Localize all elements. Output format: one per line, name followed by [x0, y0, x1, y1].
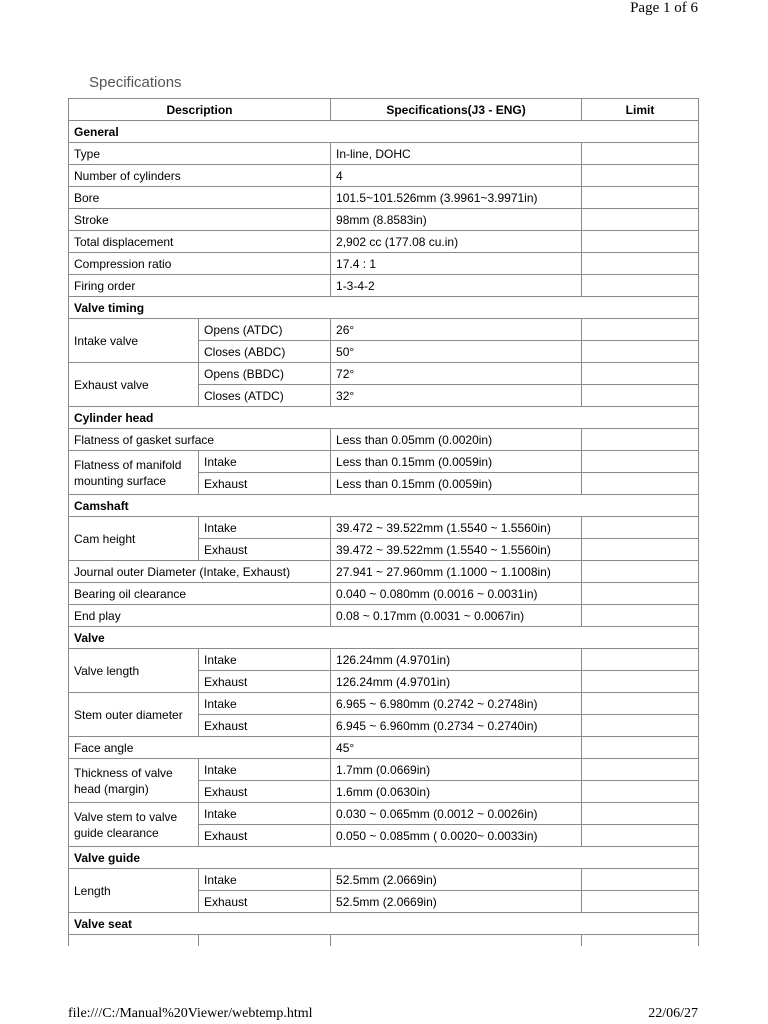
row-spec: 1.7mm (0.0669in): [331, 759, 582, 781]
row-sub-label: Opens (BBDC): [199, 363, 331, 385]
row-spec: 98mm (8.8583in): [331, 209, 582, 231]
table-row: [69, 275, 699, 297]
section-row: [69, 121, 699, 143]
row-spec: 101.5~101.526mm (3.9961~3.9971in): [331, 187, 582, 209]
row-limit: [582, 649, 699, 671]
footer-date: 22/06/27: [648, 1006, 698, 1021]
row-limit: [582, 671, 699, 693]
row-limit: [582, 319, 699, 341]
table-row: [69, 803, 699, 825]
row-sub-label: Exhaust: [199, 781, 331, 803]
row-limit: [582, 605, 699, 627]
row-limit: [582, 143, 699, 165]
row-spec: In-line, DOHC: [331, 143, 582, 165]
row-sub-label: Closes (ATDC): [199, 385, 331, 407]
table-header-row: [69, 99, 699, 121]
table-row: [69, 165, 699, 187]
row-limit: [582, 803, 699, 825]
table-row: [69, 209, 699, 231]
row-description: Compression ratio: [69, 253, 331, 275]
section-title: Valve seat: [69, 913, 699, 935]
row-limit: [582, 539, 699, 561]
row-limit: [582, 891, 699, 913]
row-limit: [582, 781, 699, 803]
row-spec: 0.050 ~ 0.085mm ( 0.0020~ 0.0033in): [331, 825, 582, 847]
table-row: [69, 737, 699, 759]
row-spec: Less than 0.15mm (0.0059in): [331, 451, 582, 473]
row-description: Bore: [69, 187, 331, 209]
row-sub-label: Exhaust: [199, 539, 331, 561]
row-sub-label: Exhaust: [199, 473, 331, 495]
row-spec: 52.5mm (2.0669in): [331, 891, 582, 913]
row-sub-label: Closes (ABDC): [199, 341, 331, 363]
section-row: [69, 627, 699, 649]
row-description: Stroke: [69, 209, 331, 231]
row-limit: [582, 165, 699, 187]
row-group-label: Thickness of valve head (margin): [69, 759, 199, 803]
row-group-label: Length: [69, 869, 199, 913]
section-row: [69, 407, 699, 429]
row-spec: Less than 0.15mm (0.0059in): [331, 473, 582, 495]
row-sub-label: Intake: [199, 517, 331, 539]
section-row: [69, 495, 699, 517]
row-spec: 26°: [331, 319, 582, 341]
row-spec: 126.24mm (4.9701in): [331, 671, 582, 693]
row-spec: 45°: [331, 737, 582, 759]
section-row: [69, 297, 699, 319]
table-row: [69, 517, 699, 539]
row-description: Firing order: [69, 275, 331, 297]
row-group-label: Stem outer diameter: [69, 693, 199, 737]
row-limit: [582, 275, 699, 297]
table-row: [69, 583, 699, 605]
empty-cell: [331, 935, 582, 947]
column-header-limit: Limit: [582, 99, 699, 121]
section-title: Camshaft: [69, 495, 699, 517]
empty-cell: [199, 935, 331, 947]
table-row: [69, 693, 699, 715]
row-limit: [582, 253, 699, 275]
row-spec: 17.4 : 1: [331, 253, 582, 275]
row-sub-label: Exhaust: [199, 715, 331, 737]
table-row: [69, 429, 699, 451]
row-sub-label: Exhaust: [199, 671, 331, 693]
row-spec: 39.472 ~ 39.522mm (1.5540 ~ 1.5560in): [331, 517, 582, 539]
row-description: End play: [69, 605, 331, 627]
table-row: [69, 143, 699, 165]
row-sub-label: Intake: [199, 649, 331, 671]
row-limit: [582, 451, 699, 473]
row-description: Bearing oil clearance: [69, 583, 331, 605]
row-limit: [582, 759, 699, 781]
row-limit: [582, 869, 699, 891]
row-spec: 2,902 cc (177.08 cu.in): [331, 231, 582, 253]
row-spec: 6.965 ~ 6.980mm (0.2742 ~ 0.2748in): [331, 693, 582, 715]
row-spec: 0.040 ~ 0.080mm (0.0016 ~ 0.0031in): [331, 583, 582, 605]
table-row: [69, 231, 699, 253]
section-title: Valve guide: [69, 847, 699, 869]
section-title: General: [69, 121, 699, 143]
row-description: Type: [69, 143, 331, 165]
row-spec: 0.08 ~ 0.17mm (0.0031 ~ 0.0067in): [331, 605, 582, 627]
row-sub-label: Intake: [199, 803, 331, 825]
row-group-label: Intake valve: [69, 319, 199, 363]
row-sub-label: Intake: [199, 451, 331, 473]
row-limit: [582, 209, 699, 231]
row-sub-label: Exhaust: [199, 891, 331, 913]
table-row: [69, 561, 699, 583]
row-limit: [582, 825, 699, 847]
row-limit: [582, 583, 699, 605]
row-description: Face angle: [69, 737, 331, 759]
row-limit: [582, 561, 699, 583]
row-limit: [582, 363, 699, 385]
table-row: [69, 187, 699, 209]
row-sub-label: Opens (ATDC): [199, 319, 331, 341]
row-limit: [582, 187, 699, 209]
row-group-label: Valve length: [69, 649, 199, 693]
row-spec: 6.945 ~ 6.960mm (0.2734 ~ 0.2740in): [331, 715, 582, 737]
row-limit: [582, 737, 699, 759]
table-row: [69, 605, 699, 627]
row-description: Number of cylinders: [69, 165, 331, 187]
row-limit: [582, 693, 699, 715]
row-group-label: Cam height: [69, 517, 199, 561]
row-spec: 32°: [331, 385, 582, 407]
row-description: Total displacement: [69, 231, 331, 253]
row-limit: [582, 385, 699, 407]
section-title: Cylinder head: [69, 407, 699, 429]
row-limit: [582, 231, 699, 253]
page-number: Page 1 of 6: [630, 0, 698, 16]
section-row: [69, 913, 699, 935]
row-spec: 52.5mm (2.0669in): [331, 869, 582, 891]
row-spec: 1-3-4-2: [331, 275, 582, 297]
row-description: Flatness of gasket surface: [69, 429, 331, 451]
row-limit: [582, 517, 699, 539]
row-spec: 126.24mm (4.9701in): [331, 649, 582, 671]
column-header-description: Description: [69, 99, 331, 121]
table-row-continued: [69, 935, 699, 947]
row-spec: 0.030 ~ 0.065mm (0.0012 ~ 0.0026in): [331, 803, 582, 825]
row-sub-label: Intake: [199, 869, 331, 891]
empty-cell: [69, 935, 199, 947]
row-spec: 39.472 ~ 39.522mm (1.5540 ~ 1.5560in): [331, 539, 582, 561]
table-row: [69, 869, 699, 891]
row-sub-label: Exhaust: [199, 825, 331, 847]
row-spec: 72°: [331, 363, 582, 385]
row-spec: 1.6mm (0.0630in): [331, 781, 582, 803]
row-spec: 50°: [331, 341, 582, 363]
section-title: Valve timing: [69, 297, 699, 319]
row-description: Journal outer Diameter (Intake, Exhaust): [69, 561, 331, 583]
table-row: [69, 319, 699, 341]
row-limit: [582, 341, 699, 363]
row-group-label: Flatness of manifold mounting surface: [69, 451, 199, 495]
row-limit: [582, 715, 699, 737]
row-spec: 27.941 ~ 27.960mm (1.1000 ~ 1.1008in): [331, 561, 582, 583]
section-row: [69, 847, 699, 869]
row-sub-label: Intake: [199, 693, 331, 715]
page-title: Specifications: [89, 74, 182, 91]
row-limit: [582, 429, 699, 451]
specifications-table: [68, 98, 699, 946]
row-limit: [582, 473, 699, 495]
table-row: [69, 451, 699, 473]
row-group-label: Exhaust valve: [69, 363, 199, 407]
empty-cell: [582, 935, 699, 947]
footer-file-path: file:///C:/Manual%20Viewer/webtemp.html: [68, 1006, 313, 1021]
row-sub-label: Intake: [199, 759, 331, 781]
row-spec: Less than 0.05mm (0.0020in): [331, 429, 582, 451]
table-row: [69, 759, 699, 781]
column-header-specifications: Specifications(J3 - ENG): [331, 99, 582, 121]
row-spec: 4: [331, 165, 582, 187]
row-group-label: Valve stem to valve guide clearance: [69, 803, 199, 847]
table-row: [69, 363, 699, 385]
section-title: Valve: [69, 627, 699, 649]
table-row: [69, 253, 699, 275]
table-row: [69, 649, 699, 671]
